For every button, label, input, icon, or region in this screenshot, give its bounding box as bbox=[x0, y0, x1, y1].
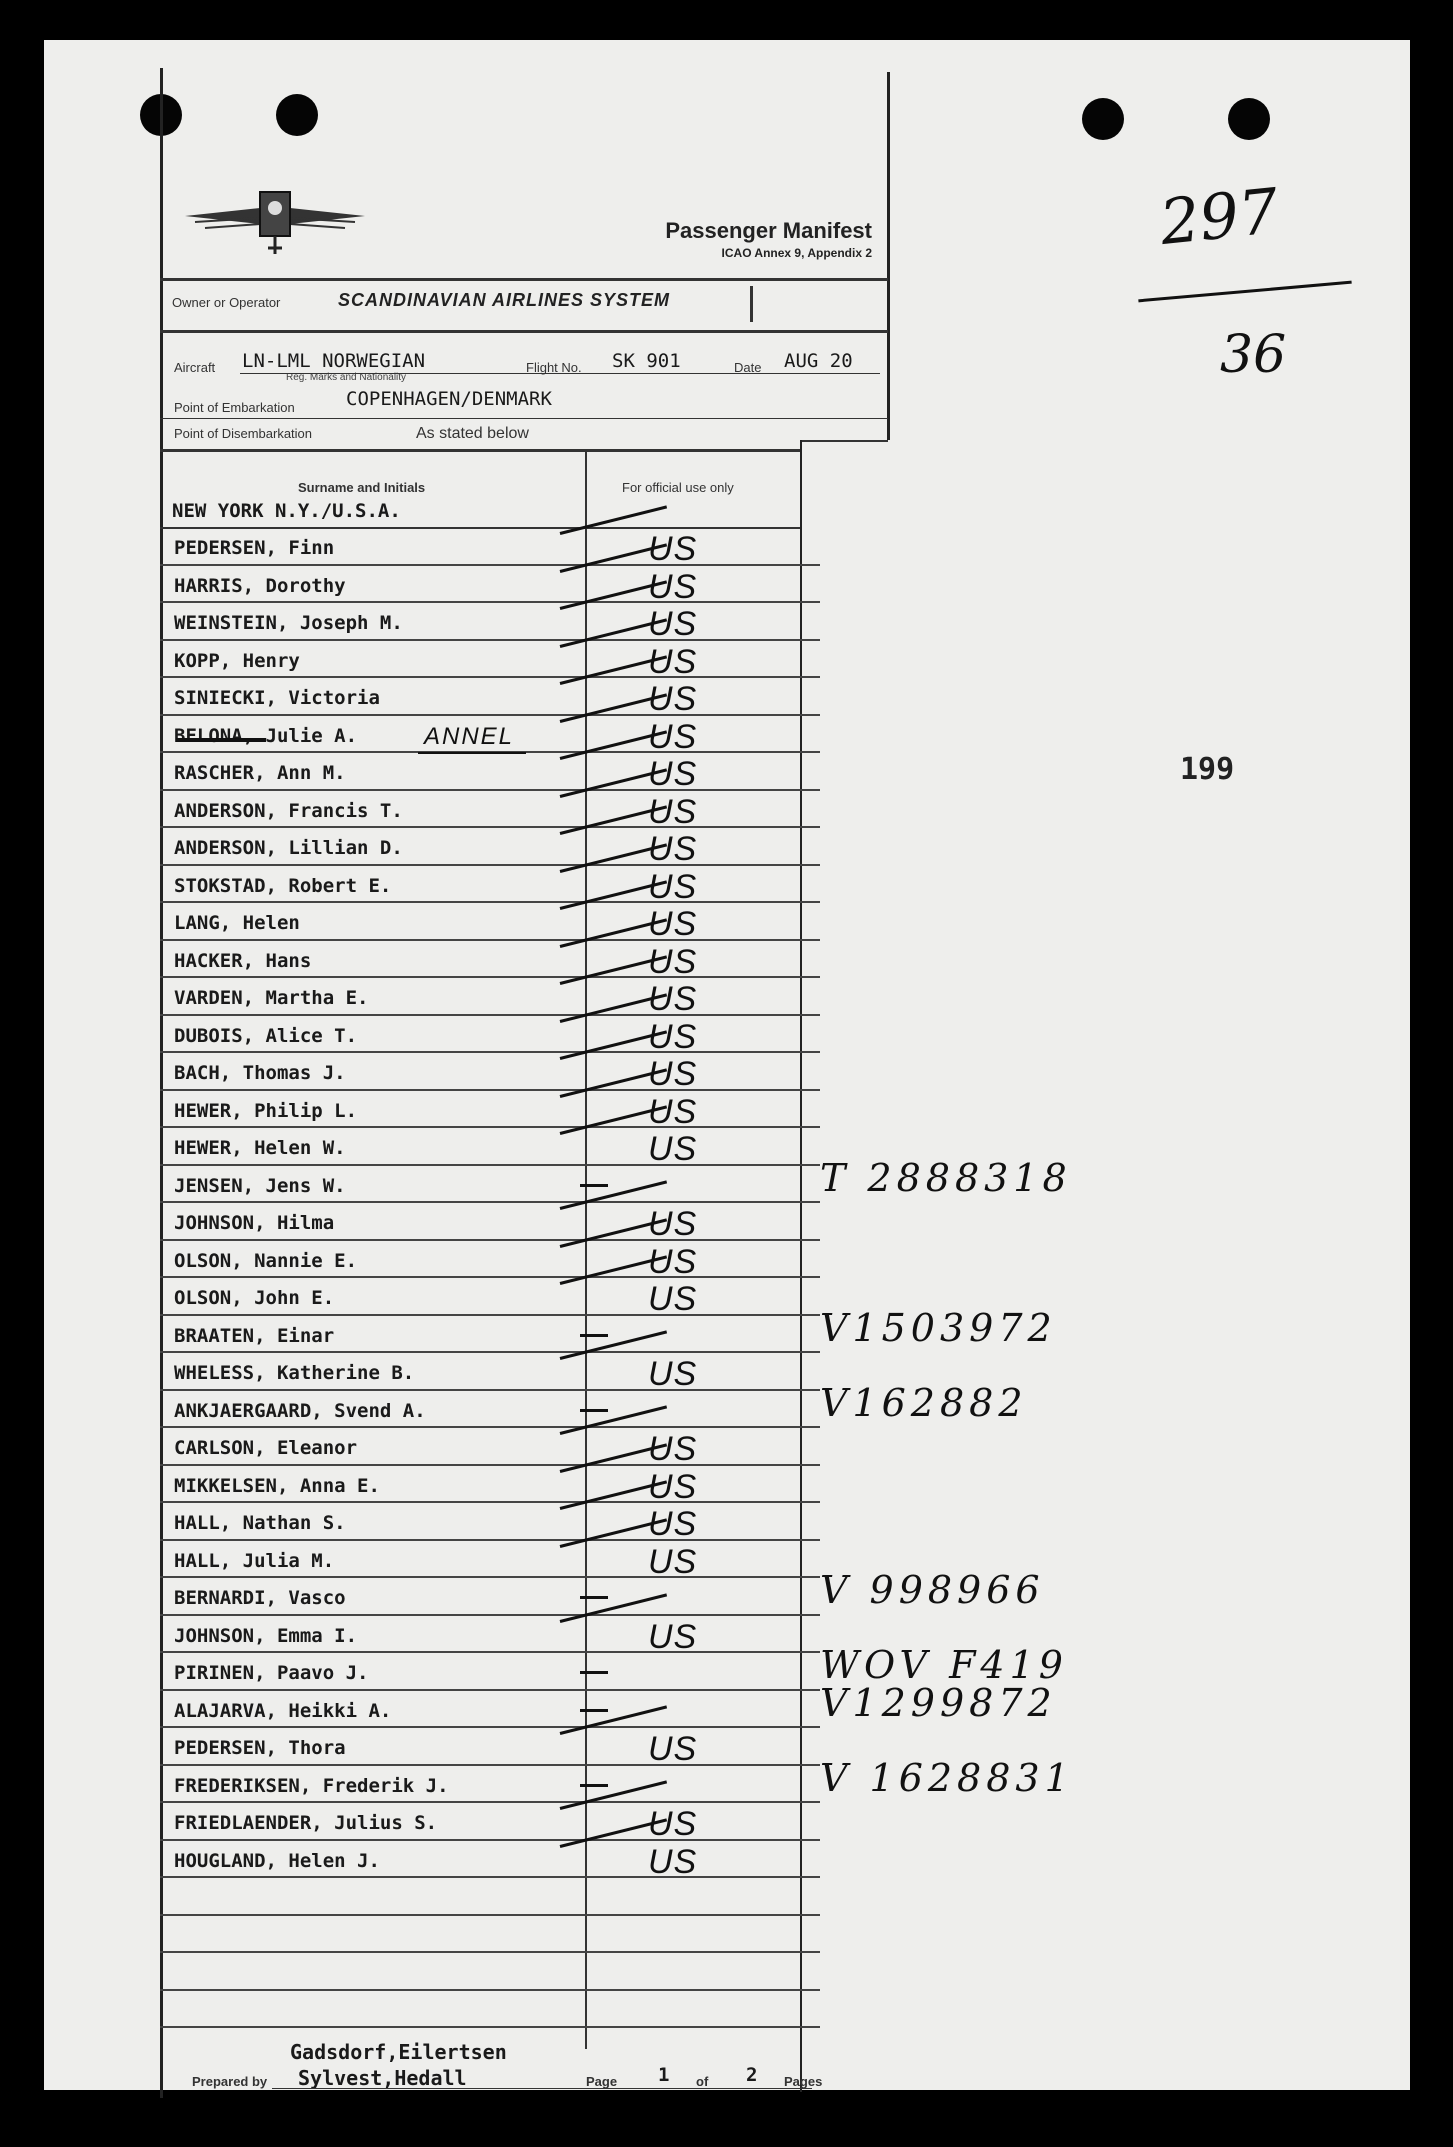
passenger-name: HEWER, Helen W. bbox=[174, 1137, 346, 1159]
official-mark: US bbox=[648, 867, 698, 906]
prepared-by-line2: Sylvest,Hedall bbox=[298, 2066, 467, 2090]
page-number-top: 297 bbox=[1156, 174, 1282, 259]
passenger-name: LANG, Helen bbox=[174, 912, 300, 934]
official-mark: US bbox=[648, 1467, 698, 1506]
visa-note: WOV F419 bbox=[820, 1643, 1068, 1687]
stamp-number: 199 bbox=[1180, 752, 1235, 787]
passenger-name: BACH, Thomas J. bbox=[174, 1062, 346, 1084]
table-row bbox=[160, 903, 820, 941]
owner-end-mark bbox=[750, 286, 753, 322]
annel-note: ANNEL bbox=[424, 723, 515, 750]
dash-mark bbox=[580, 1784, 608, 1787]
owner-value: SCANDINAVIAN AIRLINES SYSTEM bbox=[338, 290, 671, 310]
visa-note: V 1628831 bbox=[820, 1755, 1074, 1800]
passenger-name: ANDERSON, Lillian D. bbox=[174, 837, 403, 859]
table-row bbox=[160, 1428, 820, 1466]
passenger-name: BERNARDI, Vasco bbox=[174, 1587, 346, 1609]
table-row bbox=[160, 1568, 1045, 1616]
official-mark: US bbox=[648, 1542, 698, 1581]
table-row bbox=[160, 1916, 820, 1954]
table-row bbox=[160, 678, 820, 716]
table-row bbox=[160, 753, 820, 791]
aircraft-note: Reg. Marks and Nationality bbox=[286, 372, 407, 383]
official-mark: US bbox=[648, 942, 698, 981]
visa-note: V1503972 bbox=[820, 1305, 1057, 1350]
table-top-border bbox=[160, 449, 800, 452]
embark-divider bbox=[160, 418, 888, 419]
table-row bbox=[160, 1466, 820, 1504]
passenger-name: HACKER, Hans bbox=[174, 949, 312, 972]
passenger-name: OLSON, John E. bbox=[174, 1287, 335, 1309]
table-row bbox=[160, 1616, 820, 1654]
passenger-name: JENSEN, Jens W. bbox=[174, 1174, 346, 1197]
flight-label: Flight No. bbox=[526, 360, 582, 375]
passenger-name: FRIEDLAENDER, Julius S. bbox=[174, 1812, 438, 1834]
passenger-name: HOUGLAND, Helen J. bbox=[174, 1849, 380, 1872]
dash-mark bbox=[580, 1409, 608, 1412]
table-row bbox=[160, 1991, 820, 2029]
table-row bbox=[160, 828, 820, 866]
official-mark: US bbox=[648, 642, 698, 681]
page-number-bottom: 36 bbox=[1220, 325, 1287, 385]
table-row bbox=[160, 1755, 1074, 1804]
table-row bbox=[160, 1053, 820, 1091]
document-subtitle: ICAO Annex 9, Appendix 2 bbox=[721, 246, 872, 260]
table-row bbox=[160, 1643, 1068, 1691]
table-row bbox=[160, 941, 820, 979]
table-row bbox=[160, 603, 820, 641]
visa-note: V162882 bbox=[820, 1380, 1028, 1425]
header-divider bbox=[160, 330, 888, 333]
table-row bbox=[160, 528, 820, 566]
passenger-name: MIKKELSEN, Anna E. bbox=[174, 1474, 380, 1497]
official-mark: US bbox=[648, 905, 698, 943]
table-row bbox=[160, 1278, 820, 1316]
official-mark: US bbox=[648, 1355, 698, 1393]
disembark-label: Point of Disembarkation bbox=[174, 426, 313, 441]
official-mark: US bbox=[648, 1617, 698, 1656]
table-row bbox=[160, 1503, 820, 1541]
table-row bbox=[160, 1541, 820, 1579]
prepared-by-line1: Gadsdorf,Eilertsen bbox=[290, 2040, 507, 2064]
annel-underline bbox=[418, 752, 526, 754]
punch-hole bbox=[1082, 98, 1124, 140]
aircraft-underline bbox=[240, 373, 880, 374]
table-row bbox=[160, 1380, 1028, 1429]
passenger-name: BELONA, Julie A. bbox=[174, 724, 358, 747]
table-row bbox=[160, 866, 820, 904]
visa-note: V1299872 bbox=[820, 1680, 1057, 1725]
official-mark: US bbox=[648, 567, 698, 606]
official-mark: US bbox=[648, 1842, 698, 1881]
document-title: Passenger Manifest bbox=[665, 218, 872, 243]
passenger-name: PIRINEN, Paavo J. bbox=[174, 1662, 369, 1684]
passenger-name: KOPP, Henry bbox=[174, 649, 300, 672]
passenger-name: PEDERSEN, Finn bbox=[174, 537, 335, 559]
official-mark: US bbox=[648, 1205, 698, 1243]
passenger-name: ALAJARVA, Heikki A. bbox=[174, 1699, 392, 1722]
table-row bbox=[160, 1203, 820, 1241]
col-name-header: Surname and Initials bbox=[298, 480, 426, 495]
table-row bbox=[160, 1241, 820, 1279]
passenger-name: JOHNSON, Hilma bbox=[174, 1212, 335, 1234]
official-mark: US bbox=[648, 1017, 698, 1056]
table-row bbox=[160, 1803, 820, 1841]
disembark-value: As stated below bbox=[416, 425, 529, 442]
aircraft-label: Aircraft bbox=[174, 360, 216, 375]
strikethrough bbox=[176, 738, 266, 742]
official-mark: US bbox=[648, 1092, 698, 1131]
table-row bbox=[160, 1305, 1057, 1354]
col-official-header: For official use only bbox=[622, 480, 734, 495]
dash-mark bbox=[580, 1596, 608, 1599]
passenger-name: OLSON, Nannie E. bbox=[174, 1249, 358, 1272]
official-mark: US bbox=[648, 755, 698, 793]
table-row bbox=[160, 566, 820, 604]
punch-hole bbox=[276, 94, 318, 136]
visa-note: T 2888318 bbox=[820, 1155, 1072, 1200]
flight-value: SK 901 bbox=[612, 350, 681, 372]
table-row bbox=[160, 1680, 1057, 1729]
passenger-name: ANDERSON, Francis T. bbox=[174, 799, 403, 822]
table-row bbox=[160, 1878, 820, 1916]
official-mark: US bbox=[648, 680, 698, 718]
visa-note: V 998966 bbox=[820, 1568, 1045, 1612]
table-row bbox=[160, 641, 820, 679]
table-row bbox=[160, 1728, 820, 1766]
aircraft-value: LN-LML NORWEGIAN bbox=[242, 350, 426, 372]
passenger-name: WHELESS, Katherine B. bbox=[174, 1362, 415, 1384]
date-label: Date bbox=[734, 360, 762, 375]
dash-mark bbox=[580, 1709, 608, 1712]
passenger-name: FREDERIKSEN, Frederik J. bbox=[174, 1774, 449, 1797]
official-mark: US bbox=[648, 1242, 698, 1281]
passenger-name: HEWER, Philip L. bbox=[174, 1099, 358, 1122]
table-row bbox=[160, 978, 820, 1016]
passenger-name: JOHNSON, Emma I. bbox=[174, 1624, 358, 1647]
page-label: Page bbox=[586, 2074, 618, 2089]
official-mark: US bbox=[648, 530, 698, 568]
footer-underline bbox=[272, 2088, 812, 2089]
passenger-name: ANKJAERGAARD, Svend A. bbox=[174, 1399, 426, 1422]
official-mark: US bbox=[648, 1430, 698, 1468]
passenger-name: HALL, Nathan S. bbox=[174, 1512, 346, 1534]
date-value: AUG 20 bbox=[784, 350, 853, 372]
passenger-name: BRAATEN, Einar bbox=[174, 1324, 335, 1347]
table-row bbox=[160, 1155, 1072, 1204]
official-mark: US bbox=[648, 1805, 698, 1843]
airline-logo bbox=[180, 178, 370, 258]
passenger-name: CARLSON, Eleanor bbox=[174, 1437, 358, 1459]
passenger-name: VARDEN, Martha E. bbox=[174, 987, 369, 1009]
table-row bbox=[160, 1091, 820, 1129]
owner-label: Owner or Operator bbox=[172, 295, 281, 310]
passenger-name: HALL, Julia M. bbox=[174, 1549, 335, 1572]
header-right-border bbox=[887, 72, 890, 440]
official-mark: US bbox=[648, 605, 698, 643]
embark-label: Point of Embarkation bbox=[174, 400, 295, 415]
of-value: 2 bbox=[746, 2064, 758, 2086]
prepared-label: Prepared by bbox=[192, 2074, 268, 2089]
table-row bbox=[160, 791, 820, 829]
passenger-name: SINIECKI, Victoria bbox=[174, 687, 380, 709]
dash-mark bbox=[580, 1671, 608, 1674]
official-mark: US bbox=[648, 830, 698, 868]
official-mark: US bbox=[648, 1730, 698, 1768]
dash-mark bbox=[580, 1334, 608, 1337]
pages-label: Pages bbox=[784, 2074, 823, 2089]
of-label: of bbox=[696, 2074, 709, 2089]
table-row bbox=[160, 1953, 820, 1991]
destination: NEW YORK N.Y./U.S.A. bbox=[172, 500, 401, 522]
passenger-name: HARRIS, Dorothy bbox=[174, 574, 346, 597]
official-mark: US bbox=[648, 792, 698, 831]
official-mark: US bbox=[648, 1130, 698, 1168]
punch-hole bbox=[1228, 98, 1270, 140]
passenger-name: WEINSTEIN, Joseph M. bbox=[174, 612, 403, 634]
header-divider bbox=[160, 278, 888, 281]
header-step-line bbox=[800, 440, 888, 442]
embark-value: COPENHAGEN/DENMARK bbox=[346, 388, 552, 410]
table-row bbox=[160, 1016, 820, 1054]
passenger-name: DUBOIS, Alice T. bbox=[174, 1024, 358, 1047]
passenger-name: RASCHER, Ann M. bbox=[174, 762, 346, 784]
table-row bbox=[160, 1353, 820, 1391]
official-mark: US bbox=[648, 1280, 698, 1318]
official-mark: US bbox=[648, 980, 698, 1018]
passenger-name: STOKSTAD, Robert E. bbox=[174, 874, 392, 897]
dash-mark bbox=[580, 1184, 608, 1187]
table-row bbox=[160, 1128, 820, 1166]
passenger-name: PEDERSEN, Thora bbox=[174, 1737, 346, 1759]
official-mark: US bbox=[648, 1505, 698, 1543]
table-row bbox=[160, 1841, 820, 1879]
official-mark: US bbox=[648, 717, 698, 756]
official-mark: US bbox=[648, 1055, 698, 1093]
page-value: 1 bbox=[658, 2064, 670, 2086]
